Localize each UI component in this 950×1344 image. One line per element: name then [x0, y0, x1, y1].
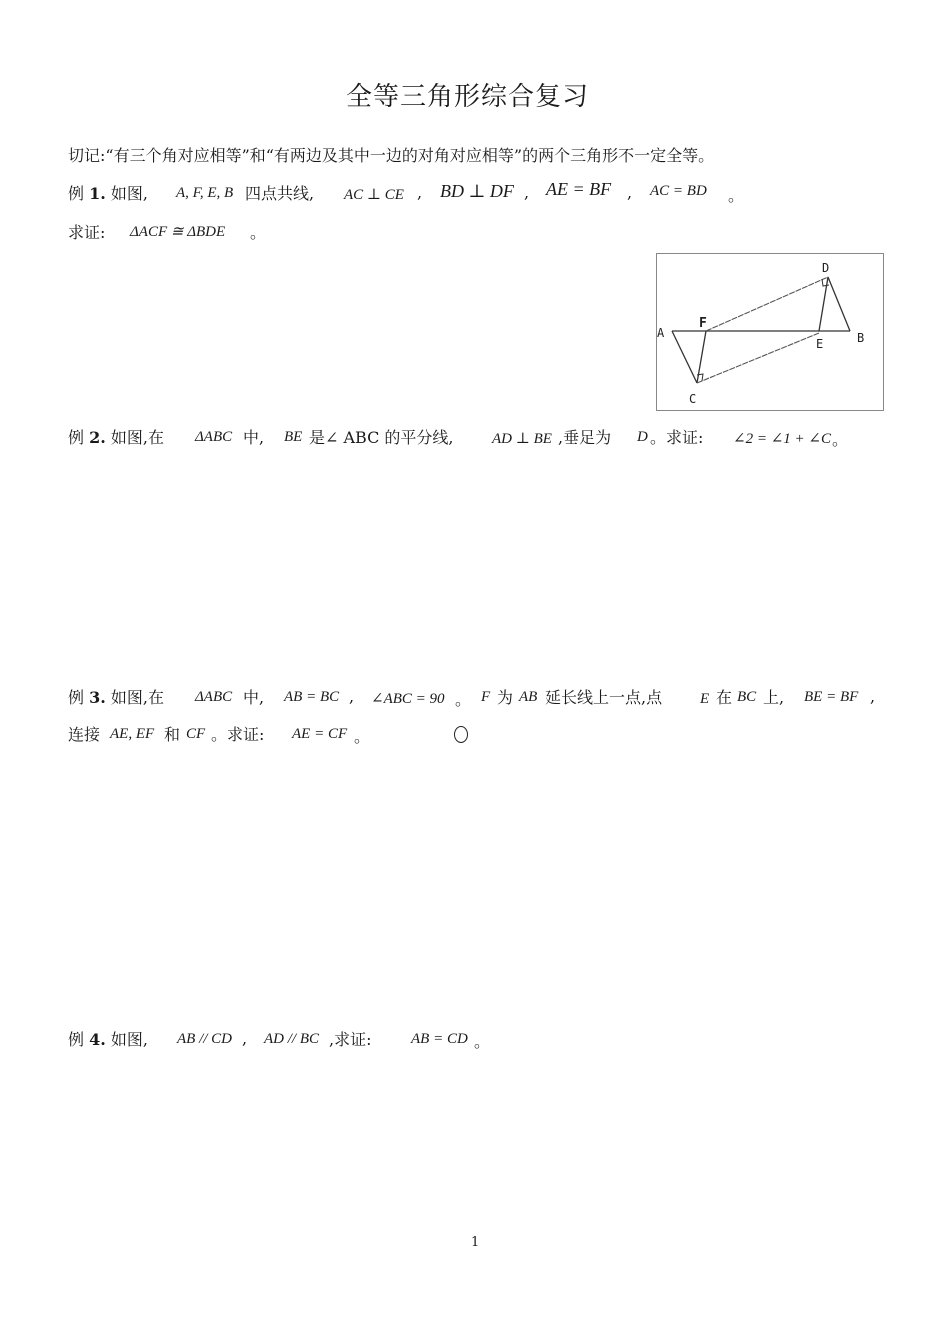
example-label: 例 [68, 688, 85, 707]
page-title: 全等三角形综合复习 [346, 82, 590, 112]
example-1-line [68, 181, 148, 204]
example-text: ,垂足为 [558, 428, 612, 447]
figure-frame [657, 254, 884, 411]
circle-mark [454, 726, 468, 743]
math-goal: AE = CF [292, 726, 348, 742]
math-goal: AB = CD [411, 1031, 468, 1047]
example-text: 中, [243, 428, 265, 447]
prove-statement: ΔACF ≅ ΔBDE [130, 224, 226, 240]
math-goal: ∠2 = ∠1 + ∠C [733, 431, 831, 447]
example-label: 例 [68, 184, 85, 203]
period: 。 [474, 1032, 491, 1051]
math-triangle: ΔABC [195, 689, 233, 705]
math-condition: AE = BF [546, 179, 612, 199]
example-label: 例 [68, 1030, 85, 1049]
math-segment: BC [737, 689, 757, 705]
label-b: B [857, 331, 865, 345]
label-d: D [822, 261, 830, 275]
comma: , [627, 183, 633, 202]
math-condition: ∠ABC = 90 [371, 691, 445, 707]
example-2-line [68, 425, 164, 448]
label-c: C [689, 392, 697, 406]
math-condition: AB = BC [284, 689, 340, 705]
example-text: 在 [716, 688, 733, 707]
math-segment: BE [284, 429, 303, 445]
period: 。 [832, 430, 849, 449]
math-condition: BD ⊥ DF [440, 181, 514, 201]
math-point: E [700, 691, 710, 707]
example-text: ,求证: [329, 1030, 372, 1049]
math-segment: CF [186, 726, 206, 742]
example-text: 中, [243, 688, 265, 707]
prove-label: 求证: [68, 223, 106, 242]
comma: , [524, 183, 530, 202]
example-text: 如图, [110, 1030, 148, 1049]
math-condition: BE = BF [804, 689, 859, 705]
label-e: E [816, 337, 824, 351]
math-segments: AE, EF [110, 726, 155, 742]
math-condition: AC ⊥ CE [344, 187, 404, 203]
example-1-figure [656, 253, 885, 413]
period: 。 [728, 186, 745, 205]
period: 。 [354, 727, 371, 746]
math-points: A, F, E, B [176, 185, 234, 201]
example-text: 如图,在 [110, 688, 164, 707]
example-number: 1. [89, 184, 106, 203]
example-number: 4. [89, 1030, 106, 1049]
example-text: 上, [763, 688, 785, 707]
example-text: 如图, [110, 184, 148, 203]
comma: , [242, 1029, 248, 1048]
example-text: 为 [497, 688, 514, 707]
period: 。 [250, 223, 267, 242]
comma: , [417, 183, 423, 202]
example-text: 。求证: [211, 725, 265, 744]
comma: , [349, 687, 355, 706]
math-point: D [637, 429, 648, 445]
example-text: 。求证: [650, 428, 704, 447]
example-3-line [68, 685, 164, 708]
example-label: 例 [68, 428, 85, 447]
math-triangle: ΔABC [195, 429, 233, 445]
math-condition: AB // CD [177, 1031, 232, 1047]
example-number: 2. [89, 428, 106, 447]
example-number: 3. [89, 688, 106, 707]
example-4-line [68, 1027, 148, 1050]
math-condition: AD // BC [264, 1031, 319, 1047]
label-f: F [699, 316, 707, 331]
note-text: 切记:“有三个角对应相等”和“有两边及其中一边的对角对应相等”的两个三角形不一定全等。 [68, 146, 715, 165]
page-number: 1 [471, 1235, 480, 1250]
example-text: 延长线上一点,点 [545, 688, 663, 707]
period: 。 [455, 690, 472, 709]
comma: , [870, 687, 876, 706]
example-text: 和 [164, 725, 181, 744]
example-text: 如图,在 [110, 428, 164, 447]
math-point: F [481, 689, 491, 705]
example-text: 四点共线, [245, 184, 315, 203]
example-3-line-2: 连接 [68, 725, 101, 744]
math-condition: AC = BD [650, 183, 707, 199]
math-segment: AB [519, 689, 538, 705]
math-condition: AD ⊥ BE [492, 431, 552, 447]
example-text: 是∠ ABC 的平分线, [309, 428, 454, 447]
label-a: A [657, 326, 665, 340]
